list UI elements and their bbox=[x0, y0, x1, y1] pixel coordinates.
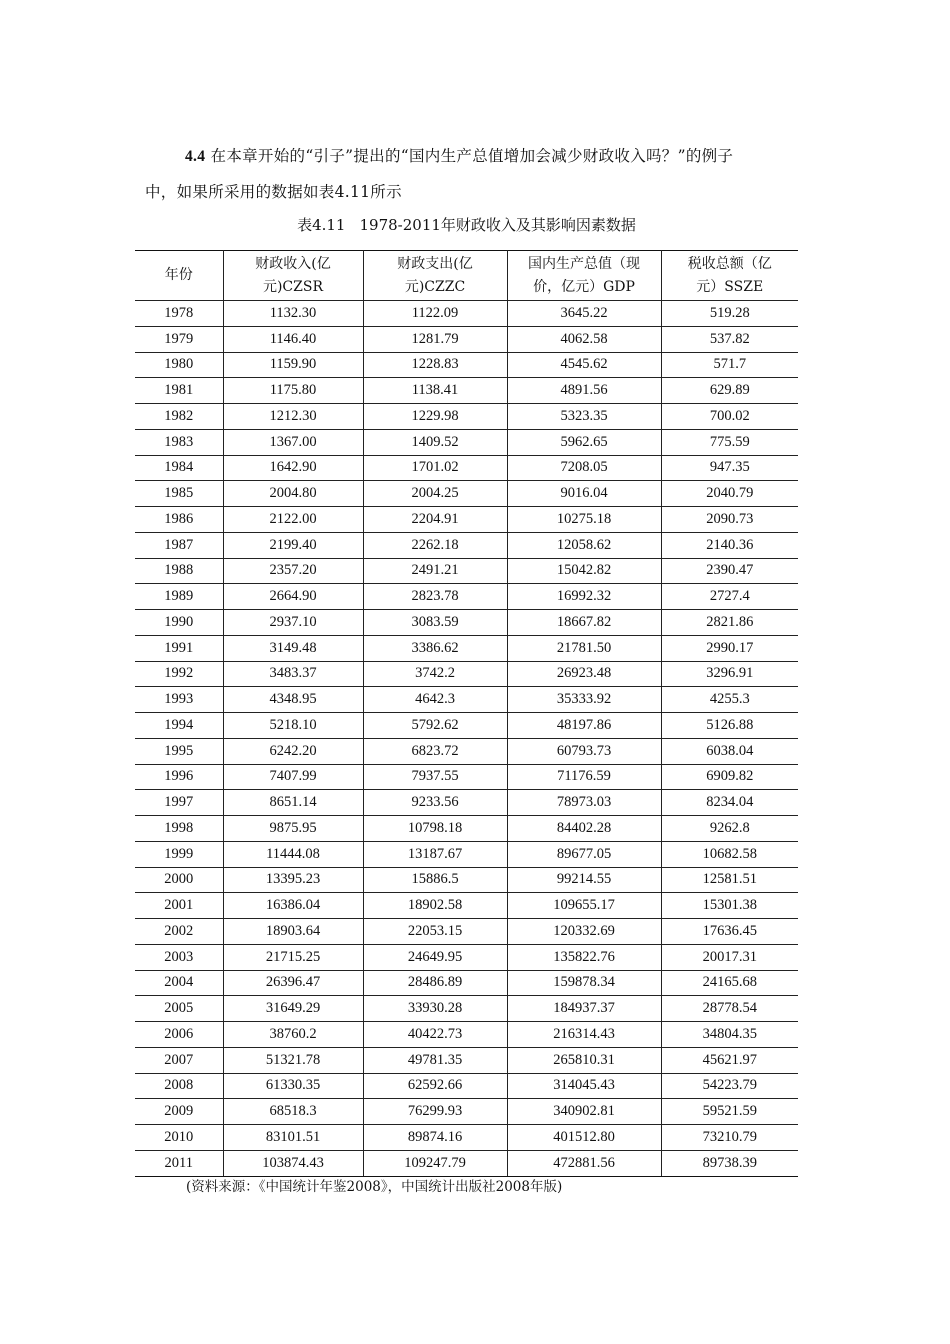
cell-gdp: 10275.18 bbox=[507, 507, 661, 533]
cell-czzc: 4642.3 bbox=[363, 687, 507, 713]
cell-ssze: 4255.3 bbox=[661, 687, 798, 713]
cell-czsr: 1212.30 bbox=[223, 404, 363, 430]
cell-czsr: 4348.95 bbox=[223, 687, 363, 713]
cell-czzc: 1138.41 bbox=[363, 378, 507, 404]
cell-gdp: 12058.62 bbox=[507, 532, 661, 558]
cell-gdp: 89677.05 bbox=[507, 841, 661, 867]
table-row bbox=[135, 1150, 798, 1176]
table-row bbox=[135, 301, 798, 327]
cell-czzc: 2004.25 bbox=[363, 481, 507, 507]
cell-year: 1978 bbox=[135, 301, 223, 327]
cell-czsr: 26396.47 bbox=[223, 970, 363, 996]
cell-czsr: 68518.3 bbox=[223, 1099, 363, 1125]
table-row bbox=[135, 1099, 798, 1125]
cell-ssze: 537.82 bbox=[661, 326, 798, 352]
cell-czsr: 6242.20 bbox=[223, 738, 363, 764]
cell-czzc: 1228.83 bbox=[363, 352, 507, 378]
cell-czzc: 10798.18 bbox=[363, 816, 507, 842]
cell-gdp: 48197.86 bbox=[507, 713, 661, 739]
cell-year: 2007 bbox=[135, 1047, 223, 1073]
cell-year: 1996 bbox=[135, 764, 223, 790]
cell-year: 2010 bbox=[135, 1125, 223, 1151]
cell-gdp: 265810.31 bbox=[507, 1047, 661, 1073]
cell-year: 1997 bbox=[135, 790, 223, 816]
cell-czsr: 13395.23 bbox=[223, 867, 363, 893]
cell-czzc: 89874.16 bbox=[363, 1125, 507, 1151]
cell-ssze: 6038.04 bbox=[661, 738, 798, 764]
cell-year: 1998 bbox=[135, 816, 223, 842]
cell-ssze: 629.89 bbox=[661, 378, 798, 404]
cell-gdp: 26923.48 bbox=[507, 661, 661, 687]
cell-gdp: 120332.69 bbox=[507, 919, 661, 945]
cell-year: 1991 bbox=[135, 635, 223, 661]
cell-gdp: 216314.43 bbox=[507, 1022, 661, 1048]
cell-czzc: 3742.2 bbox=[363, 661, 507, 687]
cell-czzc: 5792.62 bbox=[363, 713, 507, 739]
cell-czzc: 22053.15 bbox=[363, 919, 507, 945]
cell-ssze: 947.35 bbox=[661, 455, 798, 481]
cell-czsr: 3483.37 bbox=[223, 661, 363, 687]
table-body bbox=[135, 301, 798, 1177]
cell-ssze: 12581.51 bbox=[661, 867, 798, 893]
table-row bbox=[135, 532, 798, 558]
cell-ssze: 73210.79 bbox=[661, 1125, 798, 1151]
cell-ssze: 571.7 bbox=[661, 352, 798, 378]
table-row bbox=[135, 404, 798, 430]
table-row bbox=[135, 867, 798, 893]
cell-year: 1989 bbox=[135, 584, 223, 610]
cell-ssze: 2140.36 bbox=[661, 532, 798, 558]
table-row bbox=[135, 944, 798, 970]
cell-czsr: 51321.78 bbox=[223, 1047, 363, 1073]
table-row bbox=[135, 790, 798, 816]
cell-year: 2005 bbox=[135, 996, 223, 1022]
cell-czzc: 40422.73 bbox=[363, 1022, 507, 1048]
cell-czsr: 2664.90 bbox=[223, 584, 363, 610]
cell-czsr: 1159.90 bbox=[223, 352, 363, 378]
cell-czsr: 11444.08 bbox=[223, 841, 363, 867]
cell-gdp: 184937.37 bbox=[507, 996, 661, 1022]
table-row bbox=[135, 1073, 798, 1099]
cell-czzc: 1409.52 bbox=[363, 429, 507, 455]
cell-gdp: 314045.43 bbox=[507, 1073, 661, 1099]
cell-ssze: 700.02 bbox=[661, 404, 798, 430]
cell-czsr: 1642.90 bbox=[223, 455, 363, 481]
cell-year: 1995 bbox=[135, 738, 223, 764]
cell-year: 1994 bbox=[135, 713, 223, 739]
cell-ssze: 2040.79 bbox=[661, 481, 798, 507]
cell-ssze: 9262.8 bbox=[661, 816, 798, 842]
cell-gdp: 4545.62 bbox=[507, 352, 661, 378]
cell-year: 1987 bbox=[135, 532, 223, 558]
cell-czzc: 1701.02 bbox=[363, 455, 507, 481]
cell-ssze: 45621.97 bbox=[661, 1047, 798, 1073]
table-row bbox=[135, 635, 798, 661]
cell-year: 2008 bbox=[135, 1073, 223, 1099]
table-row bbox=[135, 661, 798, 687]
cell-ssze: 34804.35 bbox=[661, 1022, 798, 1048]
cell-year: 1986 bbox=[135, 507, 223, 533]
cell-gdp: 4891.56 bbox=[507, 378, 661, 404]
table-row bbox=[135, 326, 798, 352]
table-row bbox=[135, 429, 798, 455]
cell-czsr: 3149.48 bbox=[223, 635, 363, 661]
cell-czzc: 76299.93 bbox=[363, 1099, 507, 1125]
cell-ssze: 17636.45 bbox=[661, 919, 798, 945]
cell-year: 2006 bbox=[135, 1022, 223, 1048]
table-row bbox=[135, 738, 798, 764]
cell-czzc: 3083.59 bbox=[363, 610, 507, 636]
table-label: 表4.11 bbox=[297, 216, 346, 234]
table-row bbox=[135, 1047, 798, 1073]
cell-ssze: 3296.91 bbox=[661, 661, 798, 687]
cell-czzc: 1281.79 bbox=[363, 326, 507, 352]
paragraph-text-1: 在本章开始的“引子”提出的“国内生产总值增加会减少财政收入吗？”的例子 bbox=[210, 147, 734, 165]
cell-czsr: 2199.40 bbox=[223, 532, 363, 558]
cell-czsr: 83101.51 bbox=[223, 1125, 363, 1151]
table-row bbox=[135, 558, 798, 584]
cell-czsr: 31649.29 bbox=[223, 996, 363, 1022]
cell-gdp: 35333.92 bbox=[507, 687, 661, 713]
cell-year: 1981 bbox=[135, 378, 223, 404]
table-row bbox=[135, 841, 798, 867]
cell-ssze: 8234.04 bbox=[661, 790, 798, 816]
cell-gdp: 3645.22 bbox=[507, 301, 661, 327]
table-row bbox=[135, 970, 798, 996]
table-row bbox=[135, 713, 798, 739]
exercise-number: 4.4 bbox=[185, 148, 206, 165]
header-czsr: 财政收入(亿 元)CZSR bbox=[223, 251, 363, 301]
cell-year: 2003 bbox=[135, 944, 223, 970]
cell-czsr: 61330.35 bbox=[223, 1073, 363, 1099]
table-row bbox=[135, 764, 798, 790]
cell-czzc: 13187.67 bbox=[363, 841, 507, 867]
cell-gdp: 84402.28 bbox=[507, 816, 661, 842]
cell-czzc: 2262.18 bbox=[363, 532, 507, 558]
cell-czsr: 38760.2 bbox=[223, 1022, 363, 1048]
cell-ssze: 15301.38 bbox=[661, 893, 798, 919]
table-row bbox=[135, 919, 798, 945]
table-row bbox=[135, 584, 798, 610]
cell-czzc: 9233.56 bbox=[363, 790, 507, 816]
cell-czsr: 1175.80 bbox=[223, 378, 363, 404]
cell-czsr: 7407.99 bbox=[223, 764, 363, 790]
cell-gdp: 340902.81 bbox=[507, 1099, 661, 1125]
cell-czsr: 16386.04 bbox=[223, 893, 363, 919]
cell-czzc: 1229.98 bbox=[363, 404, 507, 430]
cell-ssze: 89738.39 bbox=[661, 1150, 798, 1176]
cell-ssze: 2990.17 bbox=[661, 635, 798, 661]
cell-czsr: 21715.25 bbox=[223, 944, 363, 970]
table-row bbox=[135, 893, 798, 919]
cell-gdp: 18667.82 bbox=[507, 610, 661, 636]
cell-czzc: 2491.21 bbox=[363, 558, 507, 584]
cell-czzc: 33930.28 bbox=[363, 996, 507, 1022]
cell-ssze: 5126.88 bbox=[661, 713, 798, 739]
cell-year: 2009 bbox=[135, 1099, 223, 1125]
cell-year: 1990 bbox=[135, 610, 223, 636]
cell-gdp: 78973.03 bbox=[507, 790, 661, 816]
cell-ssze: 2727.4 bbox=[661, 584, 798, 610]
cell-czzc: 49781.35 bbox=[363, 1047, 507, 1073]
cell-czzc: 7937.55 bbox=[363, 764, 507, 790]
cell-czsr: 1146.40 bbox=[223, 326, 363, 352]
cell-gdp: 5323.35 bbox=[507, 404, 661, 430]
table-row bbox=[135, 1125, 798, 1151]
cell-czsr: 9875.95 bbox=[223, 816, 363, 842]
table-row bbox=[135, 455, 798, 481]
cell-year: 2000 bbox=[135, 867, 223, 893]
cell-czzc: 62592.66 bbox=[363, 1073, 507, 1099]
cell-czsr: 1132.30 bbox=[223, 301, 363, 327]
cell-czsr: 2004.80 bbox=[223, 481, 363, 507]
table-row bbox=[135, 1022, 798, 1048]
cell-czsr: 5218.10 bbox=[223, 713, 363, 739]
cell-year: 2011 bbox=[135, 1150, 223, 1176]
cell-gdp: 135822.76 bbox=[507, 944, 661, 970]
table-row bbox=[135, 352, 798, 378]
cell-year: 1999 bbox=[135, 841, 223, 867]
cell-gdp: 109655.17 bbox=[507, 893, 661, 919]
cell-czsr: 103874.43 bbox=[223, 1150, 363, 1176]
header-year: 年份 bbox=[135, 251, 223, 301]
cell-year: 1988 bbox=[135, 558, 223, 584]
cell-czsr: 8651.14 bbox=[223, 790, 363, 816]
header-ssze: 税收总额（亿 元）SSZE bbox=[661, 251, 798, 301]
cell-ssze: 6909.82 bbox=[661, 764, 798, 790]
table-row bbox=[135, 507, 798, 533]
table-row bbox=[135, 378, 798, 404]
source-note: (资料来源：《中国统计年鉴2008》，中国统计出版社2008年版) bbox=[186, 1179, 563, 1195]
cell-czzc: 109247.79 bbox=[363, 1150, 507, 1176]
paragraph-line-1 bbox=[145, 139, 810, 174]
cell-czsr: 2937.10 bbox=[223, 610, 363, 636]
data-table bbox=[135, 250, 798, 1177]
cell-year: 1984 bbox=[135, 455, 223, 481]
table-row bbox=[135, 481, 798, 507]
cell-year: 1992 bbox=[135, 661, 223, 687]
cell-czsr: 1367.00 bbox=[223, 429, 363, 455]
cell-ssze: 59521.59 bbox=[661, 1099, 798, 1125]
cell-year: 1980 bbox=[135, 352, 223, 378]
cell-czzc: 1122.09 bbox=[363, 301, 507, 327]
table-row bbox=[135, 816, 798, 842]
cell-gdp: 472881.56 bbox=[507, 1150, 661, 1176]
cell-ssze: 519.28 bbox=[661, 301, 798, 327]
cell-gdp: 71176.59 bbox=[507, 764, 661, 790]
cell-ssze: 2090.73 bbox=[661, 507, 798, 533]
cell-czzc: 2204.91 bbox=[363, 507, 507, 533]
cell-year: 1985 bbox=[135, 481, 223, 507]
cell-czzc: 28486.89 bbox=[363, 970, 507, 996]
cell-ssze: 2390.47 bbox=[661, 558, 798, 584]
table-row bbox=[135, 687, 798, 713]
cell-czzc: 2823.78 bbox=[363, 584, 507, 610]
table-header-row bbox=[135, 251, 798, 301]
table-row bbox=[135, 996, 798, 1022]
cell-gdp: 401512.80 bbox=[507, 1125, 661, 1151]
cell-year: 1979 bbox=[135, 326, 223, 352]
cell-year: 1993 bbox=[135, 687, 223, 713]
cell-ssze: 20017.31 bbox=[661, 944, 798, 970]
cell-gdp: 5962.65 bbox=[507, 429, 661, 455]
cell-year: 2002 bbox=[135, 919, 223, 945]
table-title: 1978-2011年财政收入及其影响因素数据 bbox=[359, 216, 636, 234]
cell-year: 1982 bbox=[135, 404, 223, 430]
cell-czsr: 2122.00 bbox=[223, 507, 363, 533]
cell-czsr: 2357.20 bbox=[223, 558, 363, 584]
cell-ssze: 775.59 bbox=[661, 429, 798, 455]
table-row bbox=[135, 610, 798, 636]
cell-czzc: 3386.62 bbox=[363, 635, 507, 661]
cell-ssze: 10682.58 bbox=[661, 841, 798, 867]
cell-czzc: 18902.58 bbox=[363, 893, 507, 919]
cell-gdp: 159878.34 bbox=[507, 970, 661, 996]
cell-gdp: 16992.32 bbox=[507, 584, 661, 610]
cell-gdp: 4062.58 bbox=[507, 326, 661, 352]
cell-year: 1983 bbox=[135, 429, 223, 455]
header-czzc: 财政支出(亿 元)CZZC bbox=[363, 251, 507, 301]
cell-year: 2004 bbox=[135, 970, 223, 996]
cell-ssze: 2821.86 bbox=[661, 610, 798, 636]
cell-gdp: 21781.50 bbox=[507, 635, 661, 661]
paragraph-line-2: 中，如果所采用的数据如表4.11所示 bbox=[145, 183, 402, 201]
cell-gdp: 9016.04 bbox=[507, 481, 661, 507]
cell-ssze: 24165.68 bbox=[661, 970, 798, 996]
cell-gdp: 7208.05 bbox=[507, 455, 661, 481]
header-gdp: 国内生产总值（现 价，亿元）GDP bbox=[507, 251, 661, 301]
cell-czzc: 6823.72 bbox=[363, 738, 507, 764]
cell-year: 2001 bbox=[135, 893, 223, 919]
table-caption bbox=[135, 213, 798, 237]
cell-ssze: 28778.54 bbox=[661, 996, 798, 1022]
cell-gdp: 60793.73 bbox=[507, 738, 661, 764]
cell-gdp: 15042.82 bbox=[507, 558, 661, 584]
cell-czzc: 15886.5 bbox=[363, 867, 507, 893]
cell-gdp: 99214.55 bbox=[507, 867, 661, 893]
cell-czzc: 24649.95 bbox=[363, 944, 507, 970]
cell-ssze: 54223.79 bbox=[661, 1073, 798, 1099]
cell-czsr: 18903.64 bbox=[223, 919, 363, 945]
